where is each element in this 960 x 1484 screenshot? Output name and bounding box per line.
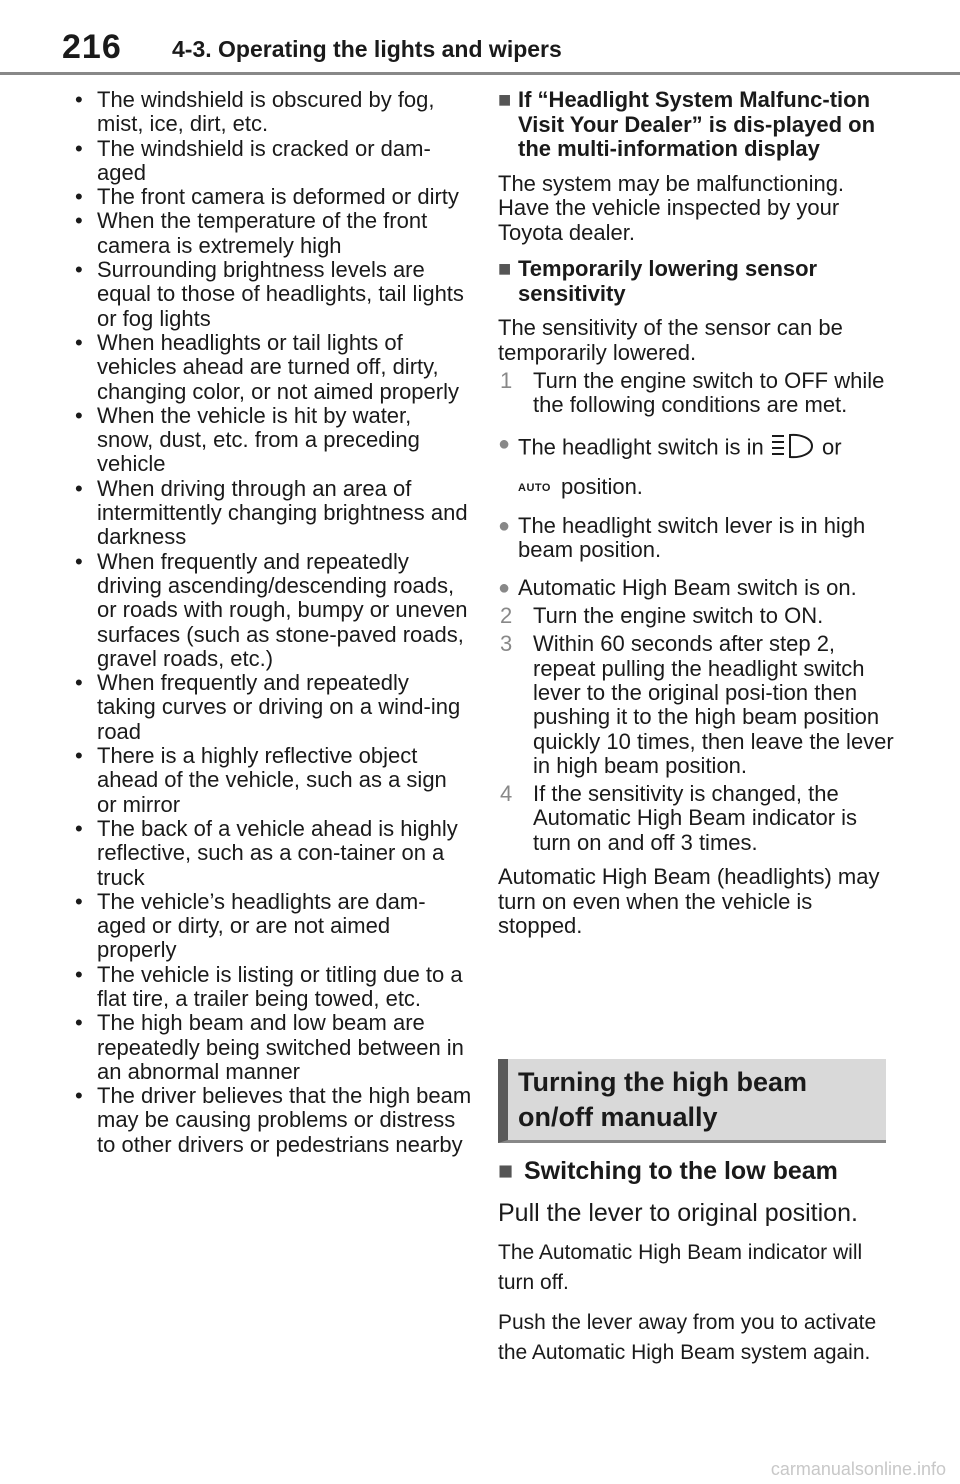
malfunction-heading-text: If “Headlight System Malfunc-tion Visit Your Dealer” is dis-played on the multi-information display: [518, 87, 876, 161]
list-item: • Surrounding brightness levels are equal to those of headlights, tail lights or fog lights: [72, 258, 472, 331]
sensitivity-heading-text: Temporarily lowering sensor sensitivity: [518, 256, 818, 306]
ahb-note: Automatic High Beam (headlights) may turn on even when the vehicle is stopped.: [498, 864, 880, 938]
step-number: 3: [500, 631, 513, 657]
round-bullet-icon: ●: [498, 514, 511, 537]
right-column: [498, 88, 898, 939]
step-text: If the sensitivity is changed, the Automatic High Beam indicator is turn on and off 3 times.: [533, 781, 858, 855]
conditions-list: [72, 88, 472, 1157]
condition-ahb-switch: [498, 576, 898, 601]
malfunction-body: The system may be malfunctioning. Have the vehicle inspected by your Toyota dealer.: [498, 170, 845, 245]
low-beam-heading-text: Switching to the low beam: [524, 1157, 838, 1185]
step-text: Within 60 seconds after step 2, repeat pulling the headlight switch lever to the original posi-tion then pushing it to the high beam position quickly 10 times, then leave the lever in high beam position.: [533, 631, 894, 778]
malfunction-heading: [498, 88, 898, 162]
list-item: • The vehicle is listing or titling due to a flat tire, a trailer being towed, etc.: [72, 963, 472, 1012]
condition-or: or: [822, 434, 842, 460]
watermark: carmanualsonline.info: [770, 1459, 946, 1479]
step-text: Turn the engine switch to OFF while the following conditions are met.: [533, 368, 885, 418]
list-item: • When frequently and repeatedly driving ascending/descending roads, or roads with rough, bumpy or uneven surfaces (such as stone-paved roads, gravel roads, etc.): [72, 550, 472, 671]
list-item: • The high beam and low beam are repeatedly being switched between in an abnormal manner: [72, 1011, 472, 1084]
condition-auto-line: [498, 475, 898, 500]
low-beam-instruction: Pull the lever to original position.: [498, 1199, 858, 1227]
condition-text: The headlight switch is in: [518, 434, 764, 460]
round-bullet-icon: ●: [498, 576, 511, 599]
step-1: [498, 369, 898, 418]
list-item: • When driving through an area of intermittently changing brightness and darkness: [72, 477, 472, 550]
list-item: • The windshield is cracked or dam-aged: [72, 137, 472, 186]
square-bullet-icon: ■: [498, 1157, 514, 1185]
step-text: Turn the engine switch to ON.: [533, 603, 824, 629]
list-item: • The driver believes that the high beam may be causing problems or distress to other drivers or pedestrians nearby: [72, 1084, 472, 1157]
sensitivity-heading: [498, 257, 898, 306]
condition-text: The headlight switch lever is in high beam position.: [518, 512, 866, 563]
step-number: 2: [500, 603, 513, 629]
section-heading: Turning the high beam on/off manually: [518, 1067, 807, 1132]
manual-section-content: [498, 1154, 898, 1367]
list-item: • The windshield is obscured by fog, mist, ice, dirt, etc.: [72, 88, 472, 137]
page-number: 216: [62, 28, 122, 66]
condition-text: position.: [560, 474, 643, 500]
left-column: [72, 88, 472, 1157]
list-item: • When the temperature of the front camera is extremely high: [72, 209, 472, 258]
step-4: [498, 782, 898, 855]
list-item: • When frequently and repeatedly taking curves or driving on a wind-ing road: [72, 671, 472, 744]
step-number: 4: [500, 781, 513, 807]
low-beam-heading: [498, 1154, 898, 1188]
sensitivity-intro: The sensitivity of the sensor can be temporarily lowered.: [498, 315, 843, 365]
condition-lever: [498, 514, 898, 563]
reactivate-text: Push the lever away from you to activate the Automatic High Beam system again.: [498, 1311, 877, 1364]
header-divider: [0, 72, 960, 75]
headlight-icon: [770, 432, 816, 466]
indicator-off-text: The Automatic High Beam indicator will turn off.: [498, 1241, 863, 1294]
list-item: • There is a highly reflective object ahead of the vehicle, such as a sign or mirror: [72, 744, 472, 817]
condition-headlight-switch: [498, 432, 898, 466]
square-bullet-icon: ■: [498, 256, 512, 281]
list-item: • The front camera is deformed or dirty: [72, 185, 472, 209]
section-title: 4-3. Operating the lights and wipers: [172, 36, 562, 62]
list-item: • When the vehicle is hit by water, snow, dust, etc. from a preceding vehicle: [72, 404, 472, 477]
list-item: • When headlights or tail lights of vehicles ahead are turned off, dirty, changing color, or not aimed properly: [72, 331, 472, 404]
list-item: • The vehicle’s headlights are dam-aged or dirty, or are not aimed properly: [72, 890, 472, 963]
round-bullet-icon: ●: [498, 432, 511, 455]
list-item: • The back of a vehicle ahead is highly reflective, such as a con-tainer on a truck: [72, 817, 472, 890]
section-heading-box: [498, 1059, 886, 1143]
step-3: [498, 632, 898, 778]
square-bullet-icon: ■: [498, 87, 512, 112]
auto-icon: AUTO: [518, 482, 551, 495]
page-header: [0, 0, 960, 76]
step-number: 1: [500, 368, 513, 393]
condition-text: Automatic High Beam switch is on.: [518, 574, 857, 600]
step-2: [498, 604, 898, 628]
